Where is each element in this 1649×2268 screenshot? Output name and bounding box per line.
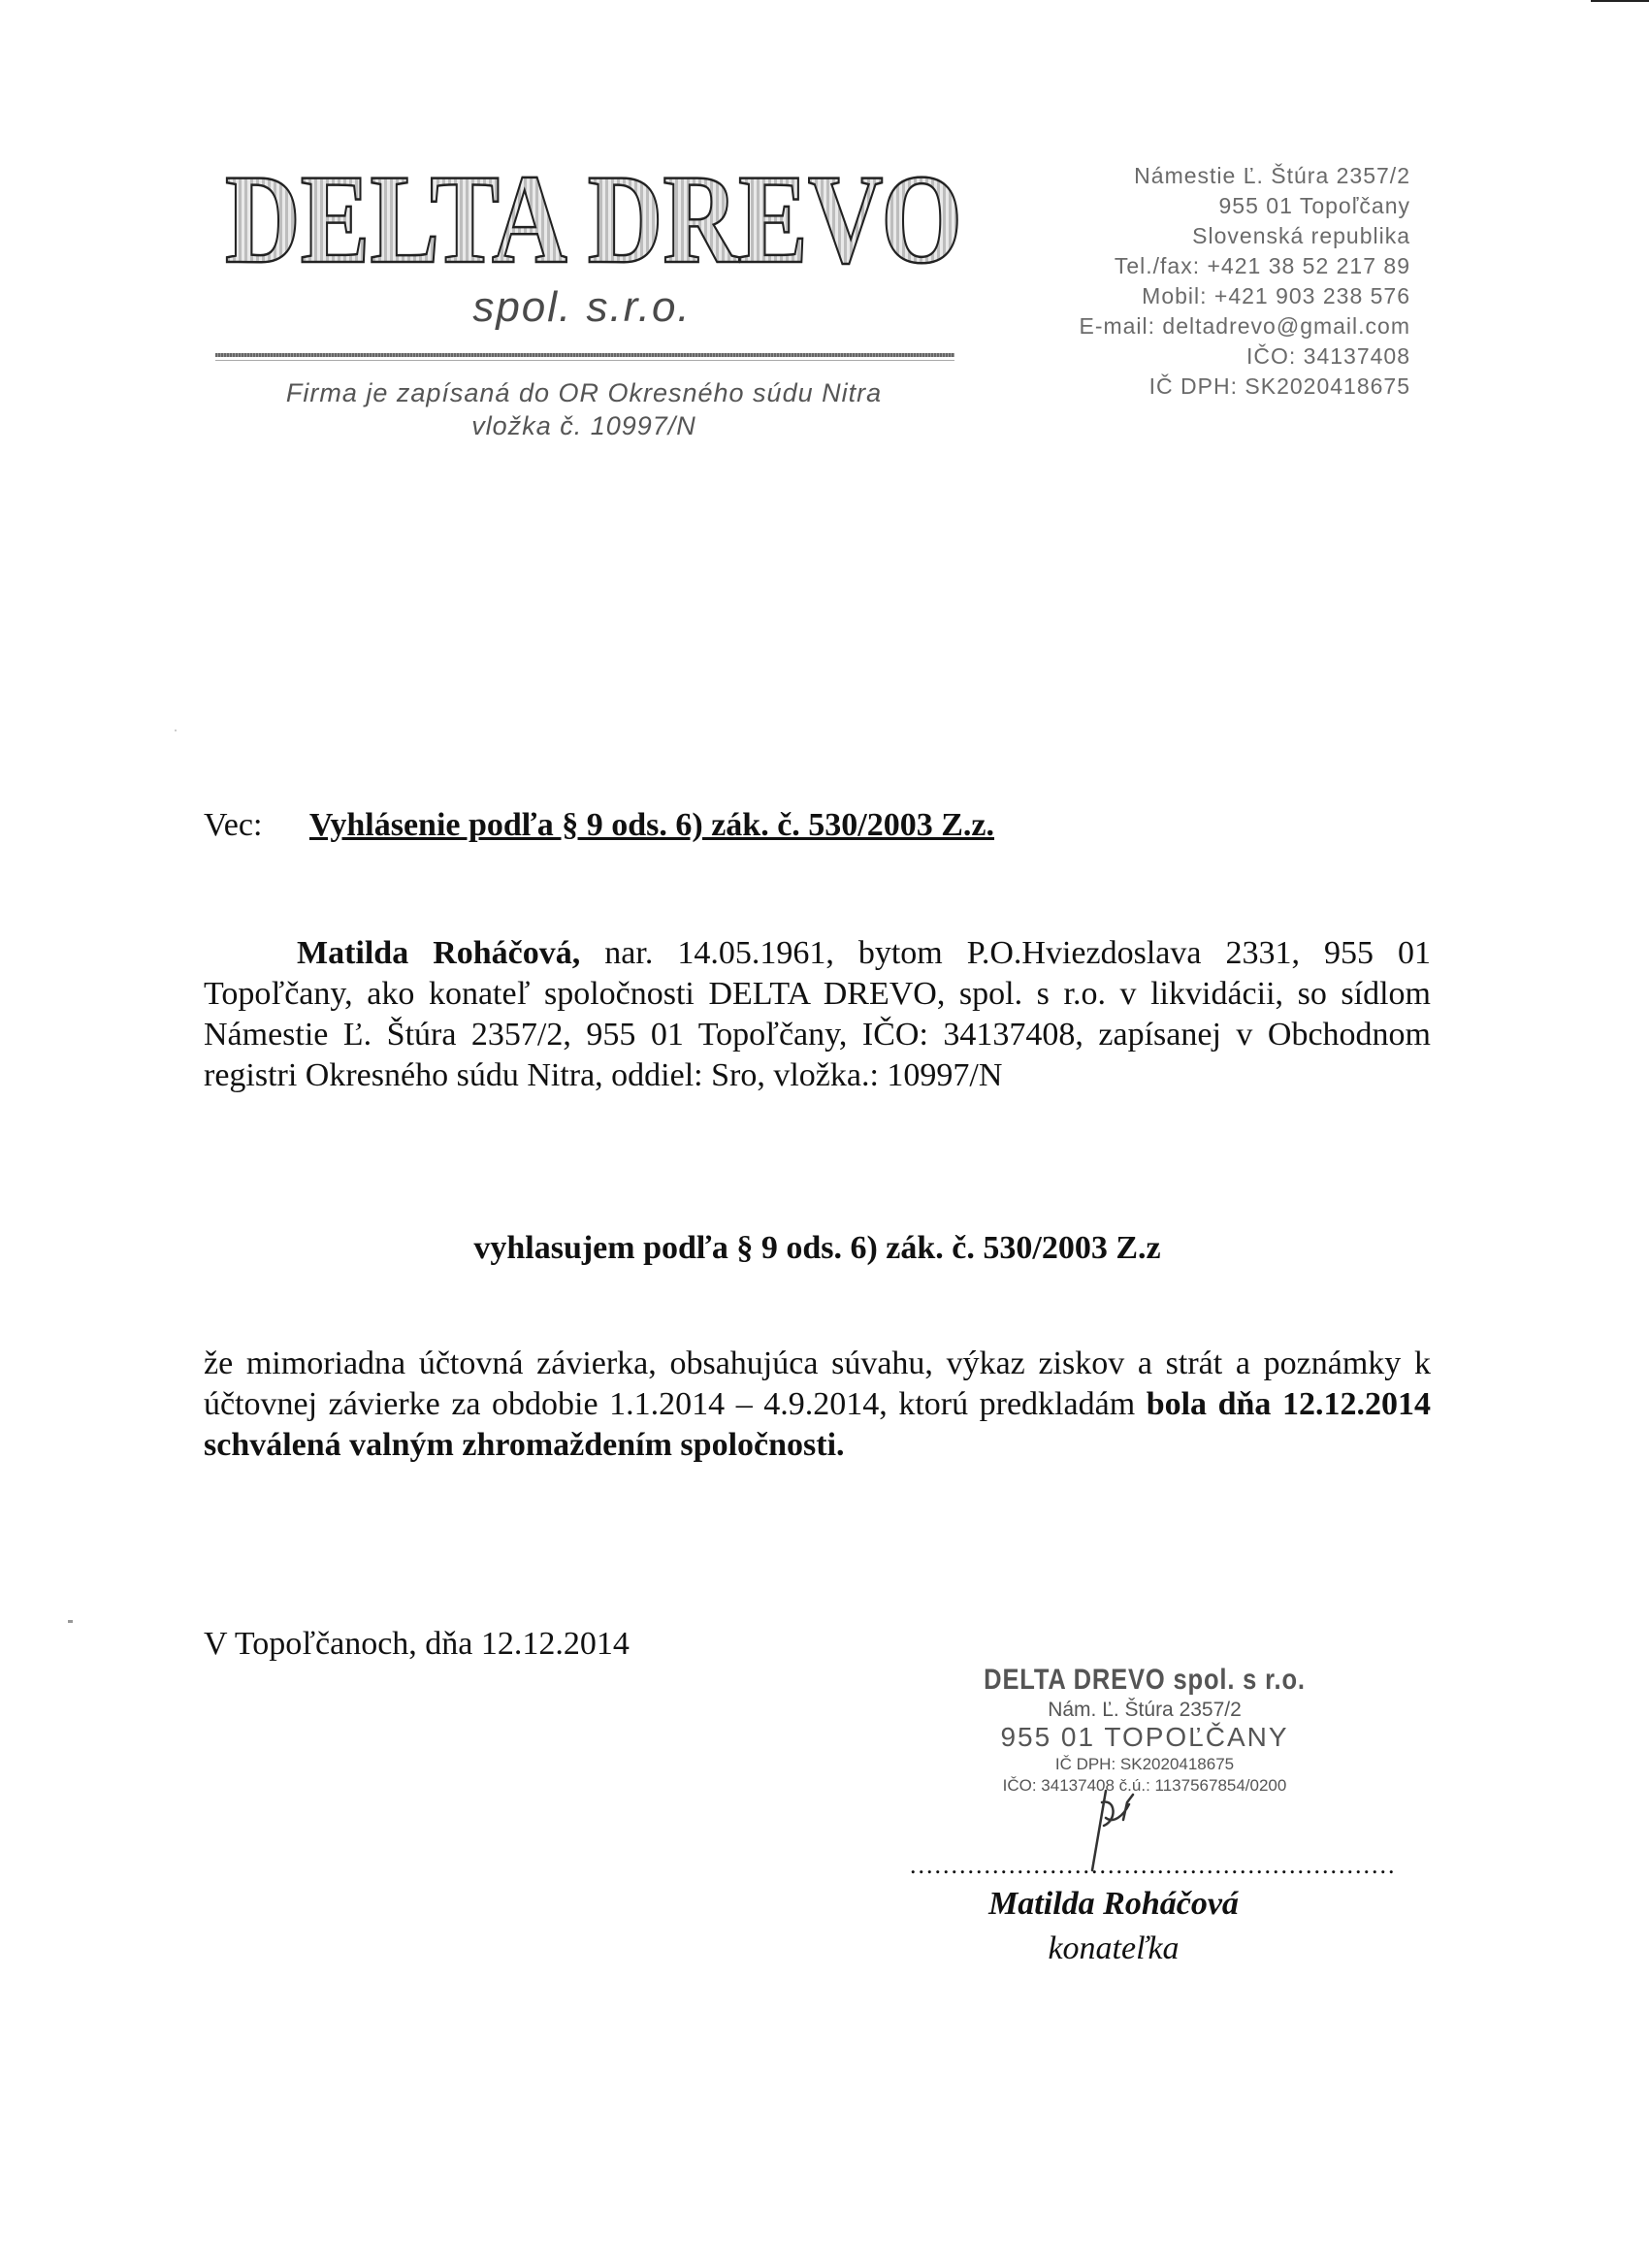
- signer-role: konateľka: [1048, 1930, 1180, 1966]
- subject-text: Vyhlásenie podľa § 9 ods. 6) zák. č. 530/2003 Z.z.: [308, 807, 995, 843]
- contact-vat: IČ DPH: SK2020418675: [1148, 373, 1410, 399]
- statement-approval: bola dňa 12.12.2014 schválená valným zhromaždením spoločnosti.: [204, 1386, 1431, 1463]
- signature-line: ...........................................................: [910, 1851, 1397, 1879]
- statement-paragraph: [204, 1344, 1431, 1466]
- statement-text: že mimoriadna účtovná závierka, obsahujúca súvahu, výkaz ziskov a strát a poznámky k účtovnej závierke za obdobie 1.1.2014 – 4.9.2014, ktorú predkladám: [204, 1345, 1431, 1422]
- contact-block: [1079, 161, 1410, 402]
- registration-line: Firma je zapísaná do OR Okresného súdu Nitra: [285, 378, 883, 407]
- scan-speck: [175, 729, 177, 731]
- registration-line: vložka č. 10997/N: [471, 411, 696, 440]
- declarant-name: Matilda Roháčová,: [297, 935, 581, 971]
- contact-mobile: Mobil: +421 903 238 576: [1142, 283, 1410, 308]
- company-form: spol. s.r.o.: [472, 283, 692, 331]
- declaration-heading: vyhlasujem podľa § 9 ods. 6) zák. č. 530/2003 Z.z: [473, 1230, 1161, 1266]
- divider: [215, 360, 954, 361]
- identity-paragraph: [204, 933, 1431, 1096]
- contact-country: Slovenská republika: [1192, 223, 1410, 248]
- stamp-ico-account: IČO: 34137408 č.ú.: 1137567854/0200: [1002, 1776, 1287, 1795]
- stamp-city: 955 01 TOPOĽČANY: [1000, 1722, 1289, 1752]
- stamp-address: Nám. Ľ. Štúra 2357/2: [1048, 1699, 1242, 1721]
- contact-email: E-mail: deltadrevo@gmail.com: [1079, 313, 1410, 339]
- contact-address: Námestie Ľ. Štúra 2357/2: [1134, 163, 1410, 188]
- company-stamp: [951, 1664, 1339, 1796]
- scan-edge-mark: [1591, 0, 1649, 2]
- scan-speck: [68, 1620, 73, 1623]
- divider: [215, 353, 954, 357]
- stamp-vat: IČ DPH: SK2020418675: [1054, 1755, 1235, 1773]
- logo-text: DELTA DREVO: [225, 147, 962, 290]
- identity-details: nar. 14.05.1961, bytom P.O.Hviezdoslava 2331, 955 01 Topoľčany, ako konateľ spoločnosti DELTA DREVO, spol. s r.o. v likvidácii, so sídlom Námestie Ľ. Štúra 2357/2, 955 01 Topoľčany, IČO: 34137408, zapísanej v Obchodnom registri Okresného súdu Nitra, oddiel: Sro, vložka.: 10997/N: [204, 935, 1431, 1093]
- registration-note: [215, 376, 953, 442]
- company-logo: [215, 147, 972, 290]
- place-and-date: V Topoľčanoch, dňa 12.12.2014: [204, 1626, 630, 1662]
- contact-ico: IČO: 34137408: [1245, 343, 1410, 369]
- contact-phone: Tel./fax: +421 38 52 217 89: [1114, 253, 1410, 278]
- contact-city: 955 01 Topoľčany: [1218, 193, 1410, 218]
- signer-name: Matilda Roháčová: [988, 1886, 1239, 1922]
- stamp-company: DELTA DREVO spol. s r.o.: [984, 1664, 1306, 1696]
- subject-line: [204, 807, 994, 844]
- subject-label: Vec:: [204, 807, 263, 843]
